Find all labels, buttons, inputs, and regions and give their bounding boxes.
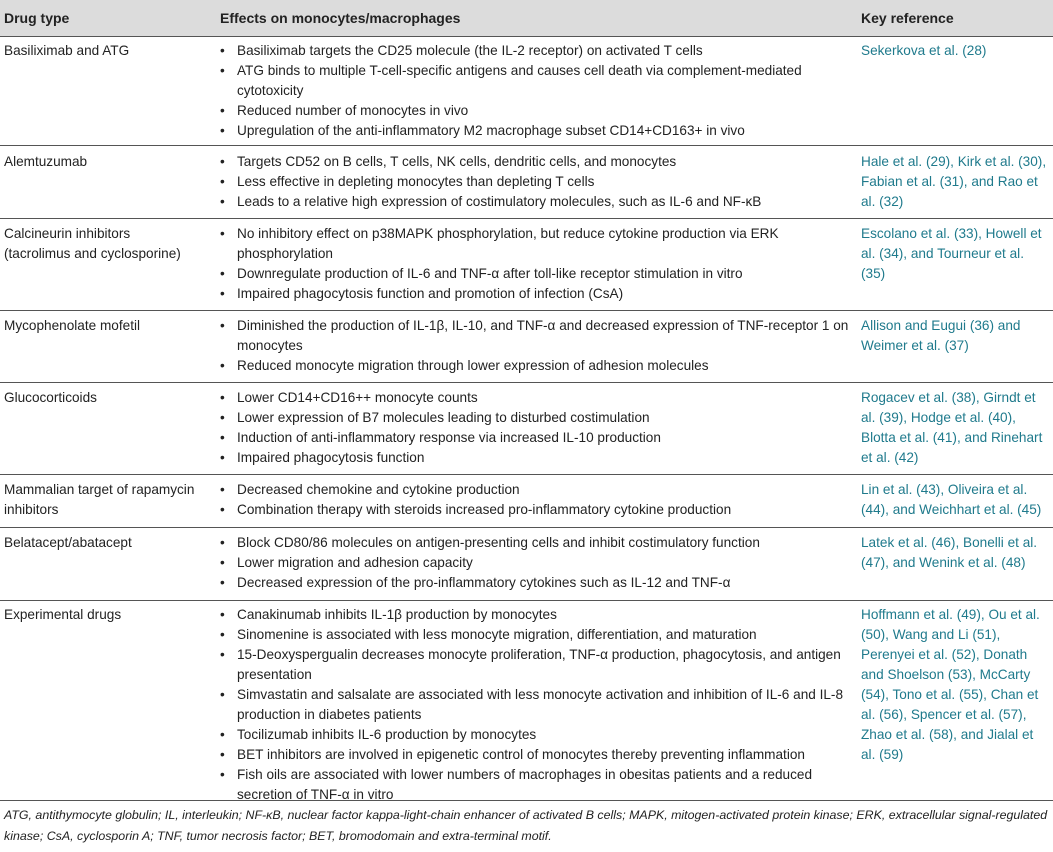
reference-cell: Rogacev et al. (38), Girndt et al. (39), Hodge et al. (40), Blotta et al. (41), and Rinehart et al. (42) <box>861 390 1043 465</box>
list-item: • Diminished the production of IL-1β, IL-10, and TNF-α and decreased expression of TNF-receptor 1 on monocytes <box>220 316 850 356</box>
row-divider <box>0 145 1053 146</box>
reference-cell: Latek et al. (46), Bonelli et al. (47), and Wenink et al. (48) <box>861 535 1038 570</box>
effect-text: Decreased expression of the pro-inflammatory cytokines such as IL-12 and TNF-α <box>237 575 731 590</box>
list-item: • Leads to a relative high expression of costimulatory molecules, such as IL-6 and NF-κB <box>220 192 850 212</box>
list-item: • Downregulate production of IL-6 and TNF-α after toll-like receptor stimulation in vitro <box>220 264 850 284</box>
list-item: • ATG binds to multiple T-cell-specific antigens and causes cell death via complement-mediated cytotoxicity <box>220 61 850 101</box>
row-divider <box>0 527 1053 528</box>
effect-text: Reduced monocyte migration through lower expression of adhesion molecules <box>237 358 709 373</box>
drug-type-cell: Calcineurin inhibitors (tacrolimus and cyclosporine) <box>4 226 181 261</box>
effect-text: BET inhibitors are involved in epigenetic control of monocytes thereby preventing inflammation <box>237 747 805 762</box>
list-item: • Targets CD52 on B cells, T cells, NK cells, dendritic cells, and monocytes <box>220 152 850 172</box>
list-item: • Impaired phagocytosis function and promotion of infection (CsA) <box>220 284 850 304</box>
effects-cell <box>220 533 850 593</box>
effect-text: No inhibitory effect on p38MAPK phosphorylation, but reduce cytokine production via ERK phosphorylation <box>237 226 779 261</box>
effect-text: Upregulation of the anti-inflammatory M2 macrophage subset CD14+CD163+ in vivo <box>237 123 745 138</box>
effect-text: Impaired phagocytosis function and promotion of infection (CsA) <box>237 286 624 301</box>
list-item: • Fish oils are associated with lower numbers of macrophages in obesitas patients and a reduced secretion of TNF-α in vitro <box>220 765 850 805</box>
row-divider <box>0 600 1053 601</box>
list-item: • Decreased expression of the pro-inflammatory cytokines such as IL-12 and TNF-α <box>220 573 850 593</box>
list-item: • Lower migration and adhesion capacity <box>220 553 850 573</box>
reference-cell: Hale et al. (29), Kirk et al. (30), Fabian et al. (31), and Rao et al. (32) <box>861 154 1047 209</box>
list-item: • 15-Deoxyspergualin decreases monocyte proliferation, TNF-α production, phagocytosis, and antigen presentation <box>220 645 850 685</box>
row-divider <box>0 36 1053 37</box>
list-item: • Tocilizumab inhibits IL-6 production by monocytes <box>220 725 850 745</box>
effects-cell <box>220 224 850 304</box>
effect-text: Lower migration and adhesion capacity <box>237 555 473 570</box>
effects-cell <box>220 152 850 212</box>
effect-text: Basiliximab targets the CD25 molecule (the IL-2 receptor) on activated T cells <box>237 43 703 58</box>
drug-type-cell: Experimental drugs <box>4 607 122 622</box>
effect-text: Leads to a relative high expression of costimulatory molecules, such as IL-6 and NF-κB <box>237 194 762 209</box>
effect-text: Downregulate production of IL-6 and TNF-α after toll-like receptor stimulation in vitro <box>237 266 743 281</box>
table-footnote: ATG, antithymocyte globulin; IL, interleukin; NF-κB, nuclear factor kappa-light-chain enhancer of activated B cells; MAPK, mitogen-activated protein kinase; ERK, extracellular signal-regulated kinase; CsA, cyclosporin A; TNF, tumor necrosis factor; BET, bromodomain and extra-terminal motif. <box>4 808 1048 843</box>
effect-text: Reduced number of monocytes in vivo <box>237 103 469 118</box>
list-item: • Decreased chemokine and cytokine production <box>220 480 850 500</box>
list-item: • Impaired phagocytosis function <box>220 448 850 468</box>
row-divider <box>0 800 1053 801</box>
list-item: • Basiliximab targets the CD25 molecule (the IL-2 receptor) on activated T cells <box>220 41 850 61</box>
list-item: • BET inhibitors are involved in epigenetic control of monocytes thereby preventing inflammation <box>220 745 850 765</box>
effect-text: Block CD80/86 molecules on antigen-presenting cells and inhibit costimulatory function <box>237 535 760 550</box>
drug-type-cell: Belatacept/abatacept <box>4 535 132 550</box>
list-item: • Upregulation of the anti-inflammatory M2 macrophage subset CD14+CD163+ in vivo <box>220 121 850 141</box>
effect-text: Induction of anti-inflammatory response via increased IL-10 production <box>237 430 661 445</box>
effect-text: 15-Deoxyspergualin decreases monocyte proliferation, TNF-α production, phagocytosis, and antigen presentation <box>237 647 841 682</box>
drug-type-cell: Mycophenolate mofetil <box>4 318 141 333</box>
effect-text: Diminished the production of IL-1β, IL-10, and TNF-α and decreased expression of TNF-receptor 1 on monocytes <box>237 318 849 353</box>
reference-cell: Allison and Eugui (36) and Weimer et al. (37) <box>861 318 1021 353</box>
header-drug-type: Drug type <box>4 10 70 26</box>
list-item: • Reduced number of monocytes in vivo <box>220 101 850 121</box>
list-item: • Combination therapy with steroids increased pro-inflammatory cytokine production <box>220 500 850 520</box>
effect-text: Targets CD52 on B cells, T cells, NK cells, dendritic cells, and monocytes <box>237 154 677 169</box>
header-reference: Key reference <box>861 10 954 26</box>
effects-cell <box>220 316 850 376</box>
effects-cell <box>220 605 850 805</box>
effect-text: ATG binds to multiple T-cell-specific antigens and causes cell death via complement-mediated cytotoxicity <box>237 63 802 98</box>
reference-cell: Escolano et al. (33), Howell et al. (34), and Tourneur et al. (35) <box>861 226 1042 281</box>
effect-text: Combination therapy with steroids increased pro-inflammatory cytokine production <box>237 502 732 517</box>
list-item: • Less effective in depleting monocytes than depleting T cells <box>220 172 850 192</box>
effects-cell <box>220 388 850 468</box>
row-divider <box>0 382 1053 383</box>
effects-cell <box>220 41 850 141</box>
list-item: • Canakinumab inhibits IL-1β production by monocytes <box>220 605 850 625</box>
drug-type-cell: Alemtuzumab <box>4 154 88 169</box>
drug-type-cell: Basiliximab and ATG <box>4 43 130 58</box>
effect-text: Sinomenine is associated with less monocyte migration, differentiation, and maturation <box>237 627 757 642</box>
effect-text: Less effective in depleting monocytes than depleting T cells <box>237 174 595 189</box>
row-divider <box>0 218 1053 219</box>
effect-text: Tocilizumab inhibits IL-6 production by monocytes <box>237 727 537 742</box>
effect-text: Lower expression of B7 molecules leading to disturbed costimulation <box>237 410 650 425</box>
effect-text: Simvastatin and salsalate are associated with less monocyte activation and inhibition of IL-6 and IL-8 production in diabetes patients <box>237 687 844 722</box>
list-item: • Reduced monocyte migration through lower expression of adhesion molecules <box>220 356 850 376</box>
header-effects: Effects on monocytes/macrophages <box>220 10 461 26</box>
list-item: • Block CD80/86 molecules on antigen-presenting cells and inhibit costimulatory function <box>220 533 850 553</box>
reference-cell: Hoffmann et al. (49), Ou et al. (50), Wang and Li (51), Perenyei et al. (52), Donath and Shoelson (53), McCarty (54), Tono et al. (55), Chan et al. (56), Spencer et al. (57), Zhao et al. (58), and Jialal et al. (59) <box>861 607 1040 762</box>
drug-type-cell: Glucocorticoids <box>4 390 97 405</box>
list-item: • Induction of anti-inflammatory response via increased IL-10 production <box>220 428 850 448</box>
row-divider <box>0 310 1053 311</box>
row-divider <box>0 474 1053 475</box>
list-item: • Lower expression of B7 molecules leading to disturbed costimulation <box>220 408 850 428</box>
effect-text: Fish oils are associated with lower numbers of macrophages in obesitas patients and a reduced secretion of TNF-α in vitro <box>237 767 813 802</box>
drug-type-cell: Mammalian target of rapamycin inhibitors <box>4 482 195 517</box>
effect-text: Decreased chemokine and cytokine production <box>237 482 520 497</box>
list-item: • Lower CD14+CD16++ monocyte counts <box>220 388 850 408</box>
list-item: • No inhibitory effect on p38MAPK phosphorylation, but reduce cytokine production via ERK phosphorylation <box>220 224 850 264</box>
effects-cell <box>220 480 850 520</box>
list-item: • Sinomenine is associated with less monocyte migration, differentiation, and maturation <box>220 625 850 645</box>
reference-cell: Lin et al. (43), Oliveira et al. (44), and Weichhart et al. (45) <box>861 482 1042 517</box>
effect-text: Lower CD14+CD16++ monocyte counts <box>237 390 478 405</box>
reference-cell: Sekerkova et al. (28) <box>861 43 987 58</box>
list-item: • Simvastatin and salsalate are associated with less monocyte activation and inhibition of IL-6 and IL-8 production in diabetes patients <box>220 685 850 725</box>
effect-text: Canakinumab inhibits IL-1β production by monocytes <box>237 607 557 622</box>
effect-text: Impaired phagocytosis function <box>237 450 425 465</box>
